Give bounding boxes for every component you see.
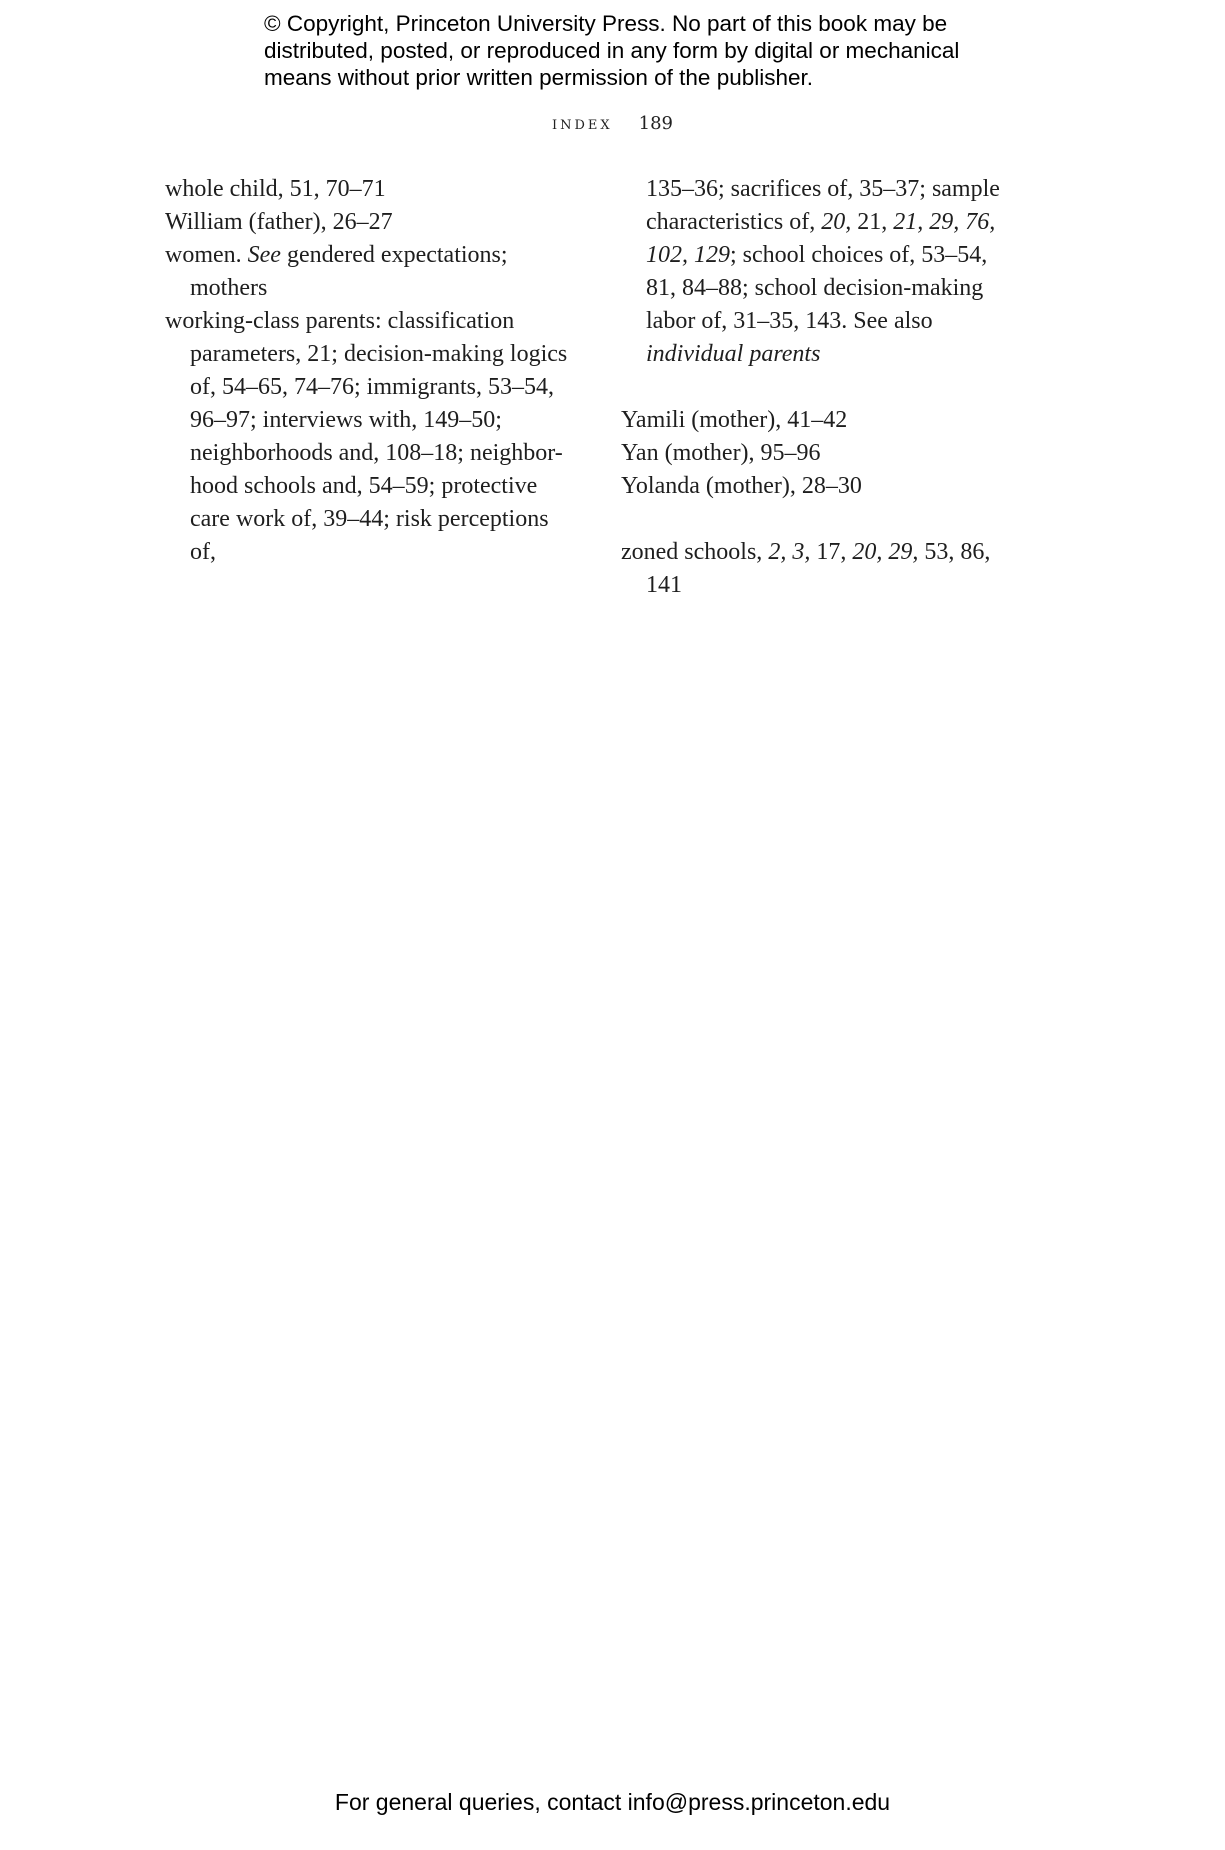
index-entry-william: William (father), 26–27 — [165, 209, 393, 235]
see-also-reference: individual parents — [646, 341, 821, 367]
letter-group-gap — [621, 503, 1021, 536]
see-reference: See — [247, 242, 281, 268]
running-head — [0, 113, 1225, 134]
index-entry-zoned-schools — [621, 536, 1021, 602]
index-entry-yolanda: Yolanda (mother), 28–30 — [621, 473, 862, 499]
page-number: 189 — [638, 113, 674, 134]
entry-italic-pages: 21, 29, 76, 102, 129 — [646, 209, 996, 268]
entry-text: ; school choices of, 53–54, 81, 84–88; school decision-making labor of, 31–35, 143. See also — [646, 242, 988, 334]
index-entry-women — [165, 239, 575, 305]
entry-text: gendered expectations; mothers — [190, 242, 508, 301]
index-entry-working-class-parents: working-class parents: classification parameters, 21; decision-making logics of, 54–65, 74–76; immigrants, 53–54, 96–97; interviews with, 149–50; neighborhoods and, 108–18; neighbor-hood schools and, 54–59; protective care work of, 39–44; risk perceptions of, — [165, 308, 568, 565]
index-column-left — [165, 173, 575, 569]
entry-text: women. — [165, 242, 248, 268]
index-column-right — [621, 173, 1021, 602]
entry-text: 21, — [851, 209, 894, 235]
running-head-label: index — [551, 113, 613, 134]
copyright-notice: © Copyright, Princeton University Press. No part of this book may be distributed, posted, or reproduced in any form by digital or mechanical means without prior written permission of the publisher. — [264, 11, 960, 90]
entry-text: 17, — [810, 539, 853, 565]
index-entry-yamili: Yamili (mother), 41–42 — [621, 407, 848, 433]
entry-text: zoned schools, — [621, 539, 769, 565]
letter-group-gap — [621, 371, 1021, 404]
index-entry-yan: Yan (mother), 95–96 — [621, 440, 821, 466]
entry-text: 135–36; sacrifices of, 35–37; sample characteristics of, — [646, 176, 1000, 235]
entry-italic-pages: 20, 29, — [852, 539, 919, 565]
index-entry-whole-child: whole child, 51, 70–71 — [165, 176, 386, 202]
index-entry-working-class-parents-continued — [621, 173, 1021, 371]
entry-italic-pages: 2, 3, — [768, 539, 811, 565]
footer-contact: For general queries, contact info@press.princeton.edu — [334, 1789, 891, 1815]
entry-text: 53, 86, 141 — [646, 539, 991, 598]
entry-italic-pages: 20, — [821, 209, 852, 235]
